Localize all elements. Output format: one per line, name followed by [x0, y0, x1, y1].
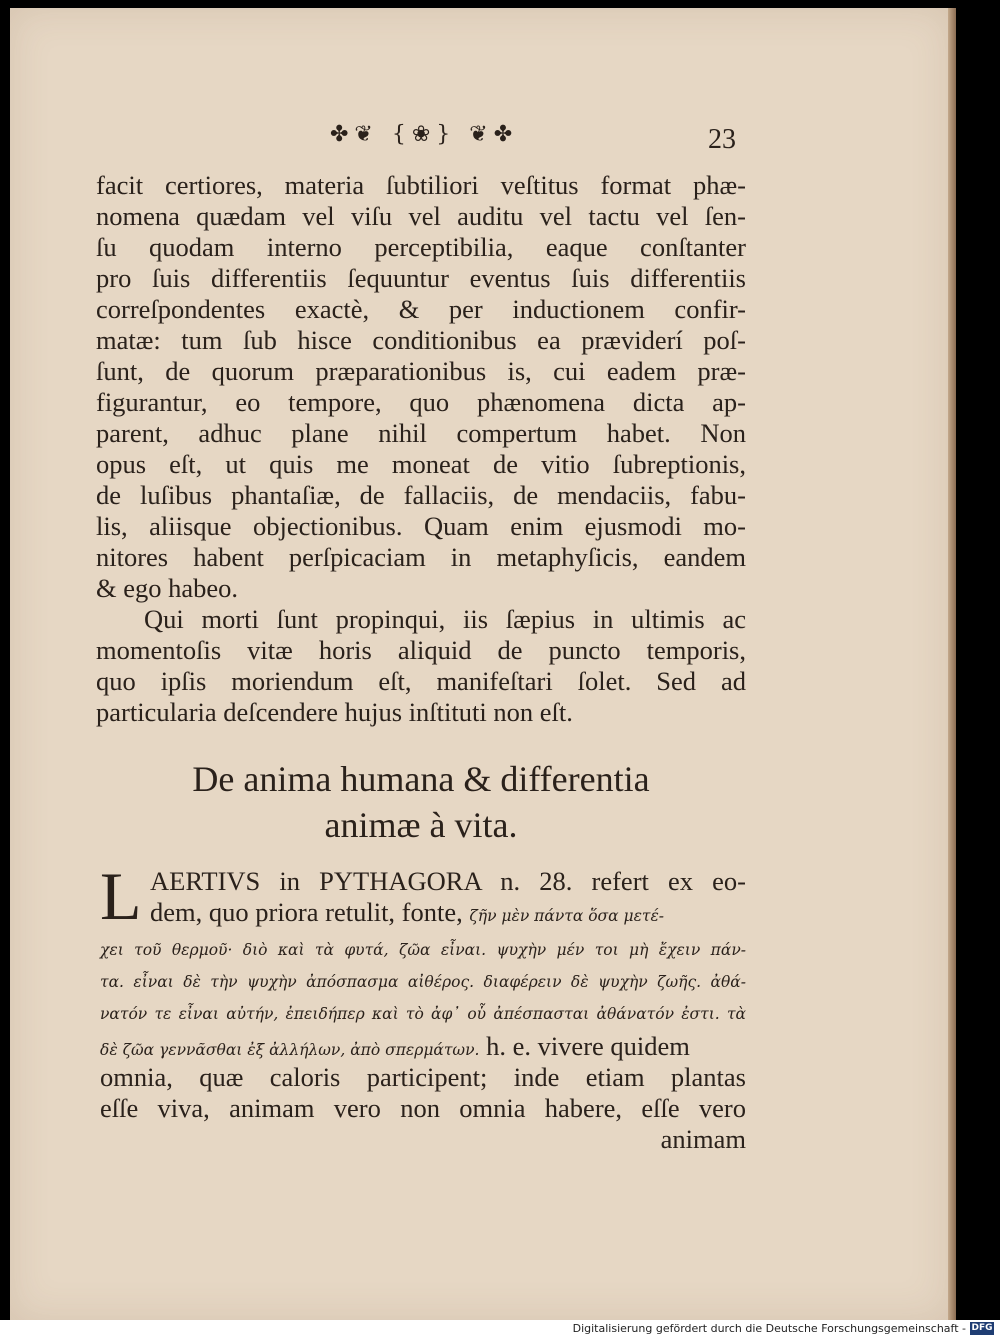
text-line: Qui morti ſunt propinqui, iis ſæpius in ultimis ac: [144, 604, 746, 634]
text-line: particularia deſcendere hujus inſtituti non eſt.: [96, 697, 573, 727]
page-number: 23: [708, 124, 736, 155]
text-line: quo ipſis moriendum eſt, manifeſtari ſolet. Sed ad: [96, 666, 746, 696]
text-line: correſpondentes exactè, & per inductionem confir-: [96, 294, 746, 324]
greek-line: τα. εἶναι δὲ τὴν ψυχὴν ἀπόσπασμα αἰθέρος. διαφέρειν δὲ ψυχὴν ζωῆς. ἀθά-: [100, 973, 746, 991]
text-line: nomena quædam vel viſu vel auditu vel tactu vel ſen-: [96, 201, 746, 231]
text-line: de luſibus phantaſiæ, de fallaciis, de mendaciis, fabu-: [96, 480, 746, 510]
text-line: figurantur, eo tempore, quo phænomena dicta ap-: [96, 387, 746, 417]
drop-cap: L: [100, 858, 142, 934]
text-line: ſu quodam interno perceptibilia, eaque conſtanter: [96, 232, 746, 262]
section-paragraph: [100, 934, 746, 1155]
text-line: AERTIVS in PYTHAGORA n. 28. refert ex eo-: [150, 866, 746, 896]
latin-text: dem, quo priora retulit, fonte,: [150, 897, 463, 927]
page-edge: [948, 8, 956, 1320]
section-paragraph-start: [150, 866, 746, 928]
greek-text: δὲ ζῶα γεννᾶσθαι ἐξ ἀλλήλων, ἀπὸ σπερμάτων.: [100, 1041, 480, 1059]
text-line: omnia, quæ caloris participent; inde etiam plantas: [100, 1062, 746, 1092]
body-paragraph-1: [96, 170, 746, 728]
text-line: parent, adhuc plane nihil compertum habet. Non: [96, 418, 746, 448]
greek-text: ζῆν μὲν πάντα ὅσα μετέ-: [469, 907, 665, 925]
text-line: opus eſt, ut quis me moneat de vitio ſubreptionis,: [96, 449, 746, 479]
text-line: facit certiores, materia ſubtiliori veſtitus format phæ-: [96, 170, 746, 200]
text-line: ſunt, de quorum præparationibus is, cui eadem præ-: [96, 356, 746, 386]
text-line: & ego habeo.: [96, 573, 239, 603]
text-line: lis, aliisque objectionibus. Quam enim ejusmodi mo-: [96, 511, 746, 541]
section-heading-line-2: animæ à vita.: [324, 805, 518, 845]
section-heading-line-1: De anima humana & differentia: [192, 759, 650, 799]
text-line: [100, 1030, 746, 1062]
text-line: matæ: tum ſub hisce conditionibus ea præviderí poſ-: [96, 325, 746, 355]
greek-line: χει τοῦ θερμοῦ· διὸ καὶ τὰ φυτά, ζῶα εἶναι. ψυχὴν μέν τοι μὴ ἔχειν πάν-: [100, 941, 746, 959]
text-line: pro ſuis differentiis ſequuntur eventus ſuis differentiis: [96, 263, 746, 293]
greek-line: νατόν τε εἶναι αὐτήν, ἐπειδήπερ καὶ τὸ ἀφ᾽ οὗ ἀπέσπασται ἀθάνατόν ἐστι. τὰ: [100, 1005, 746, 1023]
footer-credit: Digitalisierung gefördert durch die Deutsche Forschungsgemeinschaft -: [572, 1322, 966, 1335]
latin-text: h. e. vivere quidem: [486, 1031, 690, 1061]
text-line: nitores habent perſpicaciam in metaphyſicis, eandem: [96, 542, 746, 572]
header-ornament: ✤❦ {❀} ❦✤: [330, 122, 519, 147]
dfg-logo: DFG: [971, 1323, 993, 1333]
catchword: animam: [660, 1124, 746, 1154]
text-line: momentoſis vitæ horis aliquid de puncto temporis,: [96, 635, 746, 665]
text-line: [150, 897, 746, 928]
text-line: eſſe viva, animam vero non omnia habere, eſſe vero: [100, 1093, 746, 1123]
